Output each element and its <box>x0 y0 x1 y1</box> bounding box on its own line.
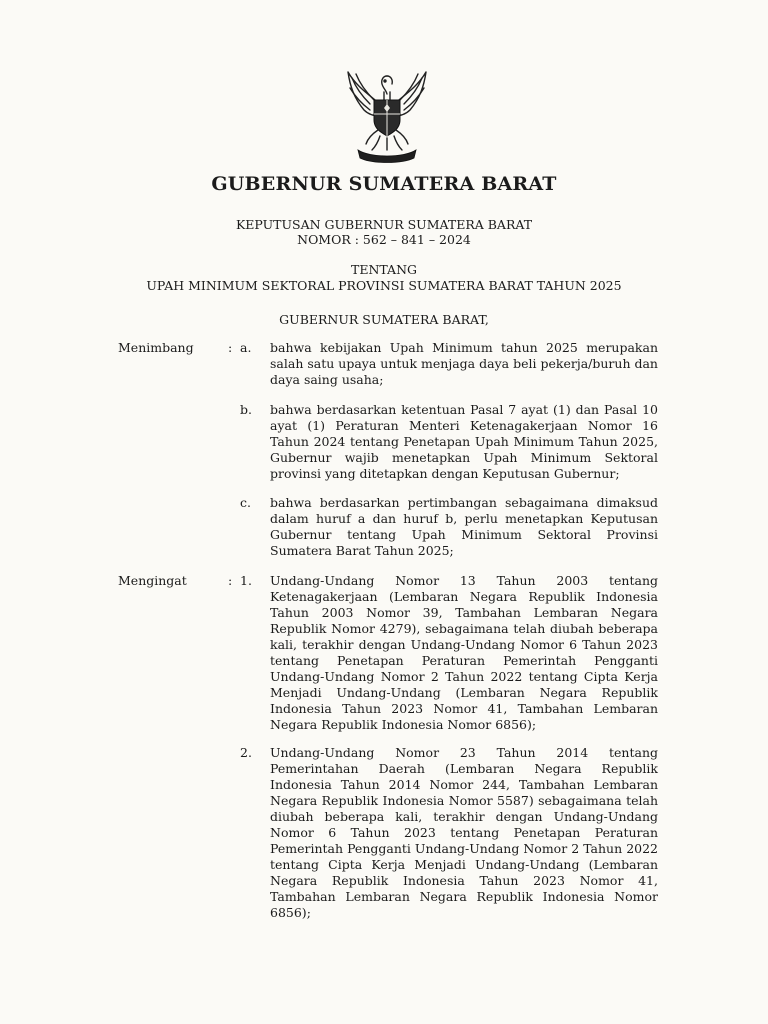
legal-basis-item: Undang-Undang Nomor 13 Tahun 2003 tentang Ketenagakerjaan (Lembaran Negara Republik Indonesia Tahun 2003 Nomor 39, Tambahan Lembaran Negara Republik Nomor 4279), sebagaimana telah diubah beberapa kali, terakhir dengan Undang-Undang Nomor 6 Tahun 2023 tentang Penetapan Peraturan Pemerintah Pengganti Undang-Undang Nomor 2 Tahun 2022 tentang Cipta Kerja Menjadi Undang-Undang (Lembaran Negara Republik Indonesia Tahun 2023 Nomor 41, Tambahan Lembaran Negara Republik Indonesia Nomor 6856); <box>270 573 658 732</box>
document-title: GUBERNUR SUMATERA BARAT <box>211 173 557 195</box>
consideration-item: bahwa berdasarkan ketentuan Pasal 7 ayat (1) dan Pasal 10 ayat (1) Peraturan Menteri Ketenagakerjaan Nomor 16 Tahun 2024 tentang Penetapan Upah Minimum Tahun 2025, Gubernur wajib menetapkan Upah Minimum Sektoral provinsi yang ditetapkan dengan Keputusan Gubernur; <box>270 402 658 481</box>
decree-line: KEPUTUSAN GUBERNUR SUMATERA BARAT <box>235 217 533 232</box>
item-marker: 2. <box>240 745 252 760</box>
legal-basis-item: Undang-Undang Nomor 23 Tahun 2014 tentang Pemerintahan Daerah (Lembaran Negara Republik Indonesia Tahun 2014 Nomor 244, Tambahan Lembaran Negara Republik Indonesia Nomor 5587) sebagaimana telah diubah beberapa kali, terakhir dengan Undang-Undang Nomor 6 Tahun 2023 tentang Penetapan Peraturan Pemerintah Pengganti Undang-Undang Nomor 2 Tahun 2022 tentang Cipta Kerja Menjadi Undang-Undang (Lembaran Negara Republik Indonesia Tahun 2023 Nomor 41, Tambahan Lembaran Negara Republik Indonesia Nomor 6856); <box>270 745 658 920</box>
section-label-mengingat: Mengingat <box>118 573 187 588</box>
issuer-line: GUBERNUR SUMATERA BARAT, <box>279 312 489 327</box>
section-label-menimbang: Menimbang <box>118 340 194 355</box>
item-marker: 1. <box>240 573 252 588</box>
consideration-item: bahwa kebijakan Upah Minimum tahun 2025 merupakan salah satu upaya untuk menjaga daya beli pekerja/buruh dan daya saing usaha; <box>270 340 658 387</box>
item-marker: a. <box>240 340 252 355</box>
garuda-pancasila-emblem-icon <box>340 64 434 164</box>
decree-number: NOMOR : 562 – 841 – 2024 <box>297 232 471 247</box>
item-marker: b. <box>240 402 252 417</box>
section-colon: : <box>228 340 233 355</box>
item-marker: c. <box>240 495 251 510</box>
section-colon: : <box>228 573 233 588</box>
consideration-item: bahwa berdasarkan pertimbangan sebagaimana dimaksud dalam huruf a dan huruf b, perlu menetapkan Keputusan Gubernur tentang Upah Minimum Sektoral Provinsi Sumatera Barat Tahun 2025; <box>270 495 658 558</box>
about-label: TENTANG <box>350 262 417 277</box>
decree-subject: UPAH MINIMUM SEKTORAL PROVINSI SUMATERA BARAT TAHUN 2025 <box>146 278 622 293</box>
